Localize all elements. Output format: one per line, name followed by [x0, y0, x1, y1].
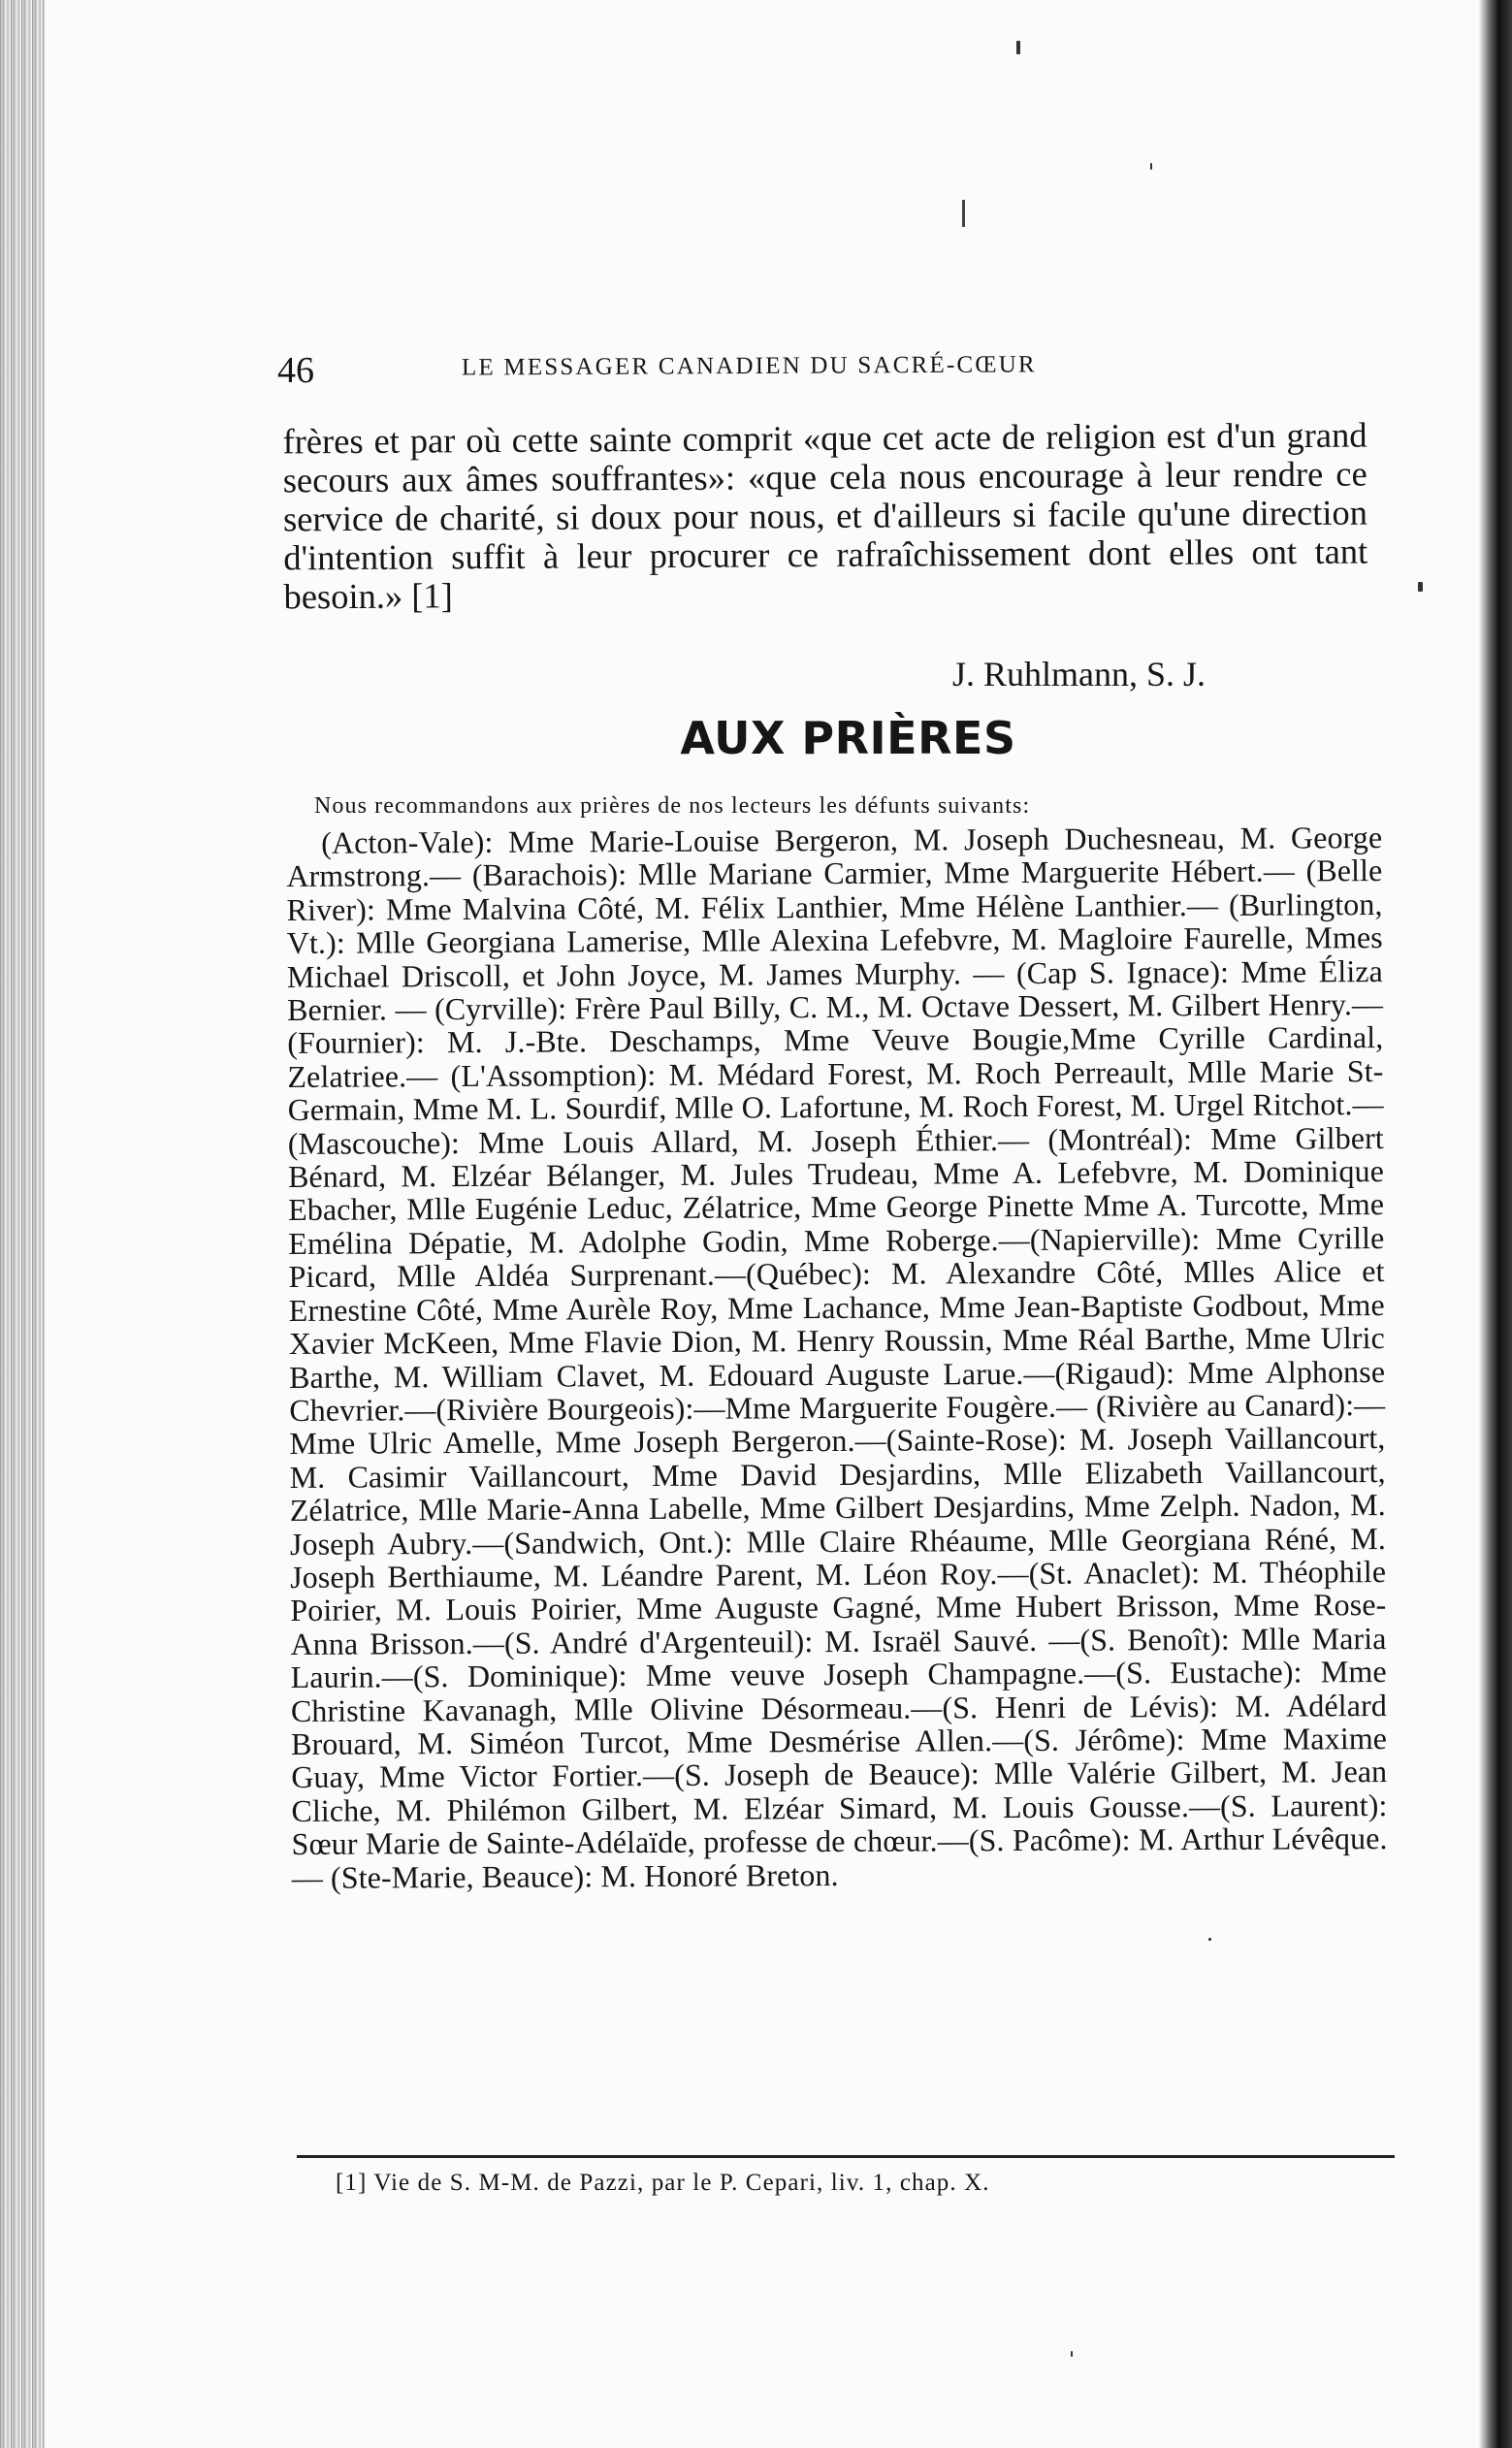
- scan-speck: [1016, 41, 1020, 54]
- author-signature: J. Ruhlmann, S. J.: [952, 655, 1206, 693]
- scan-speck: [1418, 582, 1423, 592]
- right-page-edge: [1479, 0, 1512, 2448]
- journal-title: LE MESSAGER CANADIEN DU SACRÉ-CŒUR: [461, 351, 1037, 381]
- obituary-list: (Acton-Vale): Mme Marie-Louise Bergeron, M. Joseph Duchesneau, M. George Armstrong.— (Barachois): Mlle Mariane Carmier, Mme Marguerite Hébert.— (Belle River): Mme Malvina Côté, M. Félix Lanthier, Mme Hélène Lanthier.— (Burlington, Vt.): Mlle Georgiana Lamerise, Mlle Alexina Lefebvre, M. Magloire Faurelle, Mmes Michael Driscoll, et John Joyce, M. James Murphy. — (Cap S. Ignace): Mme Éliza Bernier. — (Cyrville): Frère Paul Billy, C. M., M. Octave Dessert, M. Gilbert Henry.— (Fournier): M. J.-Bte. Deschamps, Mme Veuve Bougie,Mme Cyrille Cardinal, Zelatriee.— (L'Assomption): M. Médard Forest, M. Roch Perreault, Mlle Marie St-Germain, Mme M. L. Sourdif, Mlle O. Lafortune, M. Roch Forest, M. Urgel Ritchot.— (Mascouche): Mme Louis Allard, M. Joseph Éthier.— (Montréal): Mme Gilbert Bénard, M. Elzéar Bélanger, M. Jules Trudeau, Mme A. Lefebvre, M. Dominique Ebacher, Mlle Eugénie Leduc, Zélatrice, Mme George Pinette Mme A. Turcotte, Mme Emélina Dépatie, M. Adolphe Godin, Mme Roberge.—(Napierville): Mme Cyrille Picard, Mlle Aldéa Surprenant.—(Québec): M. Alexandre Côté, Mlles Alice et Ernestine Côté, Mme Aurèle Roy, Mme Lachance, Mme Jean-Baptiste Godbout, Mme Xavier McKeen, Mme Flavie Dion, M. Henry Roussin, Mme Réal Barthe, Mme Ulric Barthe, M. William Clavet, M. Edouard Auguste Larue.—(Rigaud): Mme Alphonse Chevrier.—(Rivière Bourgeois):—Mme Marguerite Fougère.— (Rivière au Canard):— Mme Ulric Amelle, Mme Joseph Bergeron.—(Sainte-Rose): M. Joseph Vaillancourt, M. Casimir Vaillancourt, Mme David Desjardins, Mlle Elizabeth Vaillancourt, Zélatrice, Mlle Marie-Anna Labelle, Mme Gilbert Desjardins, Mme Zelph. Nadon, M. Joseph Aubry.—(Sandwich, Ont.): Mlle Claire Rhéaume, Mlle Georgiana Réné, M. Joseph Berthiaume, M. Léandre Parent, M. Léon Roy.—(St. Anaclet): M. Théophile Poirier, M. Louis Poirier, Mme Auguste Gagné, Mme Hubert Brisson, Mme Rose-Anna Brisson.—(S. André d'Argenteuil): M. Israël Sauvé. —(S. Benoît): Mlle Maria Laurin.—(S. Dominique): Mme veuve Joseph Champagne.—(S. Eustache): Mme Christine Kavanagh, Mlle Olivine Désormeau.—(S. Henri de Lévis): M. Adélard Brouard, M. Siméon Turcot, Mme Desmérise Allen.—(S. Jérôme): Mme Maxime Guay, Mme Victor Fortier.—(S. Joseph de Beauce): Mlle Valérie Gilbert, M. Jean Cliche, M. Philémon Gilbert, M. Elzéar Simard, M. Louis Gousse.—(S. Laurent): Sœur Marie de Sainte-Adélaïde, professe de chœur.—(S. Pacôme): M. Arthur Lévêque.— (Ste-Marie, Beauce): M. Honoré Breton.: [286, 820, 1388, 1895]
- page-number: 46: [277, 350, 314, 391]
- footnote: [1] Vie de S. M-M. de Pazzi, par le P. Cepari, liv. 1, chap. X.: [336, 2170, 990, 2196]
- scan-speck: [1071, 2351, 1073, 2357]
- section-title-text: AUX PRIÈRES: [680, 712, 1016, 764]
- footnote-rule: [297, 2155, 1395, 2158]
- section-title: [0, 712, 1512, 764]
- scan-speck: [1150, 163, 1152, 170]
- intro-paragraph: frères et par où cette sainte comprit «que cet acte de religion est d'un grand secours aux âmes souffrantes»: «que cela nous encourage à leur rendre ce service de charité, si doux pour nous, et d'ailleurs si facile qu'une direction d'intention suffit à leur procurer ce rafraîchissement dont elles ont tant besoin.» [1]: [282, 414, 1368, 617]
- running-head: [277, 345, 1189, 391]
- scan-speck: [1208, 1938, 1211, 1941]
- scan-mark: [962, 200, 965, 227]
- section-lede: Nous recommandons aux prières de nos lecteurs les défunts suivants:: [314, 793, 1031, 819]
- left-page-edge: [0, 0, 45, 2448]
